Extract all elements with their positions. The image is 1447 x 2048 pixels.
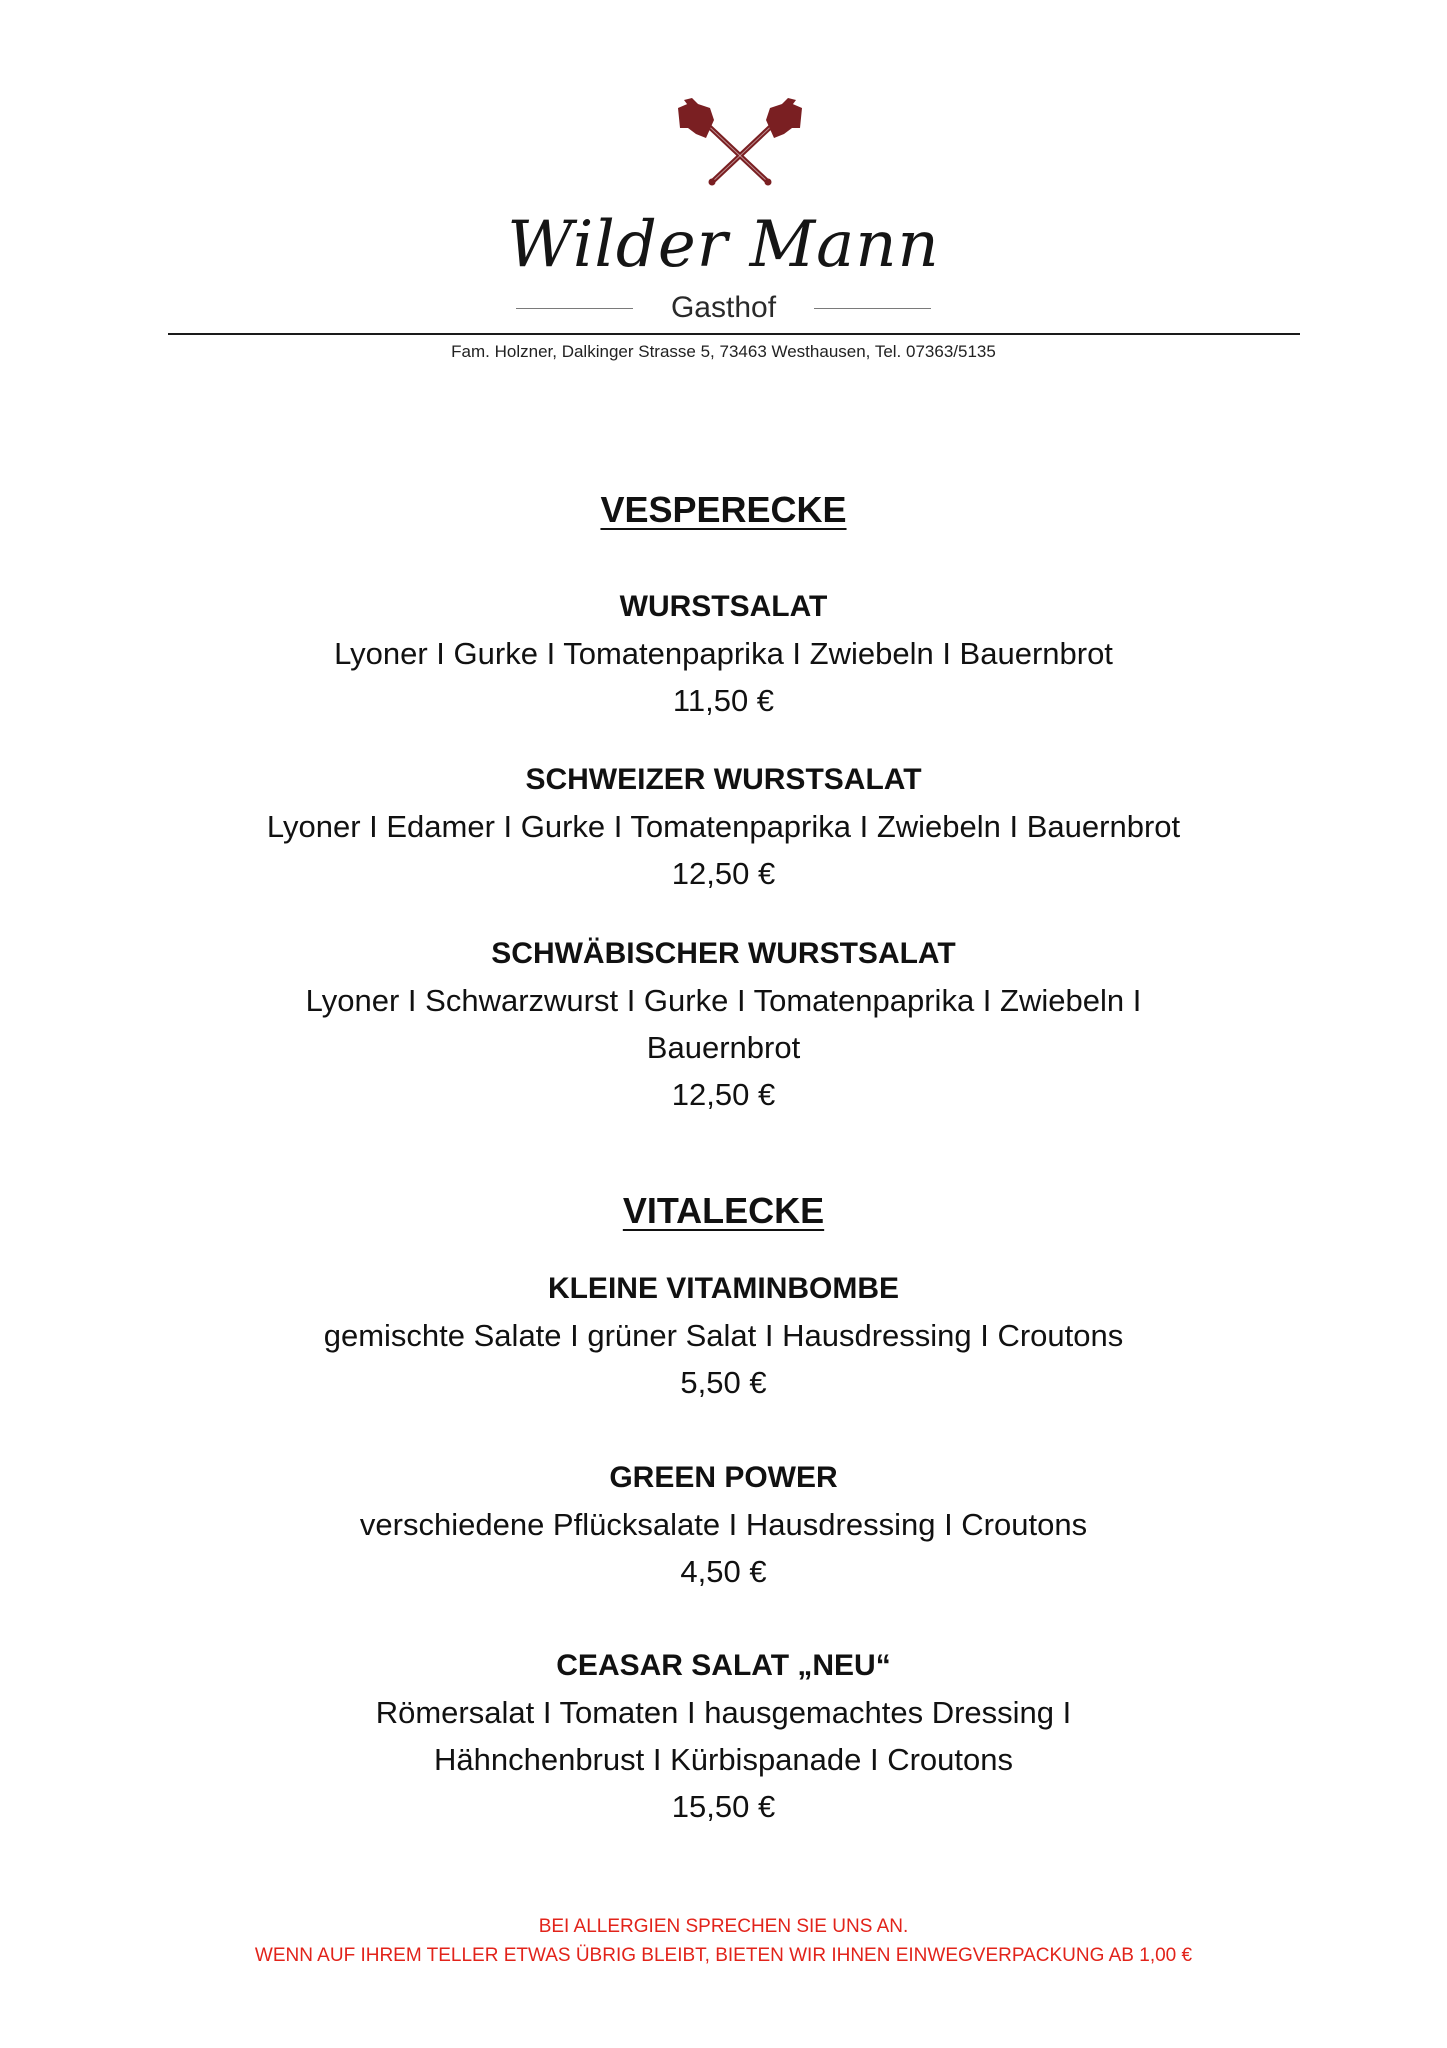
- dish-price: 15,50 €: [671, 1789, 776, 1824]
- menu-item: [150, 1643, 1297, 1830]
- dish-name: GREEN POWER: [609, 1461, 838, 1494]
- section-title: VESPERECKE: [600, 489, 847, 530]
- brand-subtitle-row: [0, 288, 1447, 328]
- brand-subtitle: Gasthof: [670, 291, 777, 324]
- dish-description-line: Lyoner I Schwarzwurst I Gurke I Tomatenpaprika I Zwiebeln I: [305, 983, 1142, 1018]
- dish-name: KLEINE VITAMINBOMBE: [547, 1272, 900, 1305]
- dish-price: 11,50 €: [672, 683, 775, 718]
- footer-notes: [0, 1912, 1447, 1970]
- dish-price: 12,50 €: [671, 1077, 776, 1112]
- dish-name: WURSTSALAT: [619, 590, 828, 623]
- dish-description: Lyoner I Gurke I Tomatenpaprika I Zwiebeln I Bauernbrot: [334, 636, 1113, 671]
- divider: [516, 308, 633, 309]
- dish-price: 5,50 €: [680, 1365, 767, 1400]
- dish-description-line: Bauernbrot: [646, 1030, 801, 1065]
- menu-item: [150, 931, 1297, 1118]
- section-title: VITALECKE: [622, 1190, 825, 1231]
- brand-name: Wilder Mann: [507, 208, 940, 282]
- dish-description-line: Hähnchenbrust I Kürbispanade I Croutons: [433, 1742, 1014, 1777]
- dish-name: CEASAR SALAT „NEU“: [556, 1649, 891, 1682]
- divider: [814, 308, 931, 309]
- menu-item: [150, 757, 1297, 897]
- crossed-axes-icon: [670, 98, 810, 188]
- dish-description: verschiedene Pflücksalate I Hausdressing I Croutons: [359, 1507, 1088, 1542]
- menu-item: [150, 584, 1297, 724]
- dish-description: Lyoner I Edamer I Gurke I Tomatenpaprika I Zwiebeln I Bauernbrot: [266, 809, 1181, 844]
- allergy-note: BEI ALLERGIEN SPRECHEN SIE UNS AN.: [538, 1916, 909, 1937]
- header-divider: [168, 333, 1300, 335]
- dish-description-line: Römersalat I Tomaten I hausgemachtes Dressing I: [375, 1695, 1072, 1730]
- dish-price: 4,50 €: [680, 1554, 767, 1589]
- menu-item: [150, 1455, 1297, 1595]
- takeaway-note: WENN AUF IHREM TELLER ETWAS ÜBRIG BLEIBT, BIETEN WIR IHNEN EINWEGVERPACKUNG AB 1,00 €: [254, 1945, 1193, 1966]
- dish-price: 12,50 €: [671, 856, 776, 891]
- dish-name: SCHWEIZER WURSTSALAT: [525, 763, 922, 796]
- address-line: Fam. Holzner, Dalkinger Strasse 5, 73463 Westhausen, Tel. 07363/5135: [451, 342, 996, 361]
- dish-description: gemischte Salate I grüner Salat I Hausdressing I Croutons: [323, 1318, 1124, 1353]
- menu-item: [150, 1266, 1297, 1406]
- dish-name: SCHWÄBISCHER WURSTSALAT: [491, 937, 956, 970]
